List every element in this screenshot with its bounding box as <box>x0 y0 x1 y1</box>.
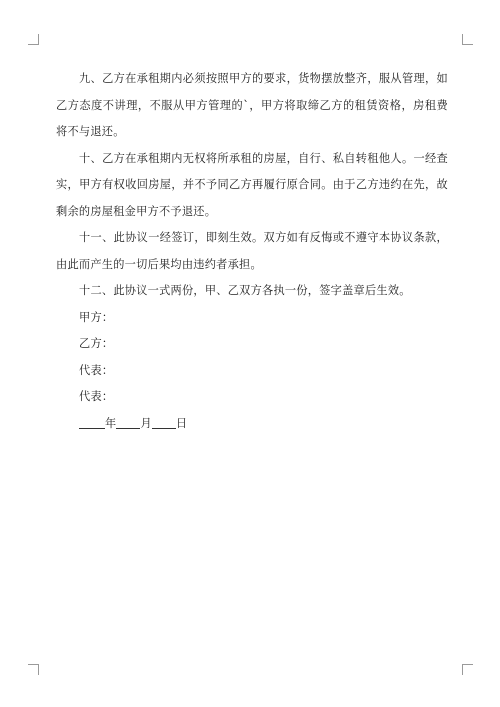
clause-12: 十二、此协议一式两份，甲、乙双方各执一份，签字盖章后生效。 <box>79 284 411 297</box>
representative-line-1: 代表： <box>79 363 114 377</box>
corner-mark-bottom-left <box>28 664 39 675</box>
day-label: 日 <box>175 416 188 430</box>
year-label: 年 <box>105 416 117 430</box>
month-label: 月 <box>140 416 152 430</box>
month-blank <box>116 416 140 429</box>
date-line <box>56 411 448 438</box>
clause-9: 九、乙方在承租期内必须按照甲方的要求，货物摆放整齐，服从管理，如乙方态度不讲理，不服从甲方管理的`，甲方将取缔乙方的租赁资格，房租费将不与退还。 <box>56 72 448 138</box>
corner-mark-top-left <box>28 34 39 45</box>
day-blank <box>152 416 176 429</box>
clause-11: 十一、此协议一经签订，即刻生效。双方如有反悔或不遵守本协议条款，由此而产生的一切后果均由违约者承担。 <box>56 231 448 271</box>
corner-mark-bottom-right <box>462 664 473 675</box>
party-a-signature-line: 甲方： <box>79 310 114 324</box>
year-blank <box>79 416 105 429</box>
representative-line-2: 代表： <box>79 390 114 403</box>
corner-mark-top-right <box>462 34 473 45</box>
clause-10: 十、乙方在承租期内无权将所承租的房屋，自行、私自转租他人。一经查实，甲方有权收回房屋，并不予同乙方再履行原合同。由于乙方违约在先，故剩余的房屋租金甲方不予退还。 <box>56 151 448 218</box>
party-b-signature-line: 乙方： <box>79 337 114 350</box>
document-body <box>56 66 448 437</box>
